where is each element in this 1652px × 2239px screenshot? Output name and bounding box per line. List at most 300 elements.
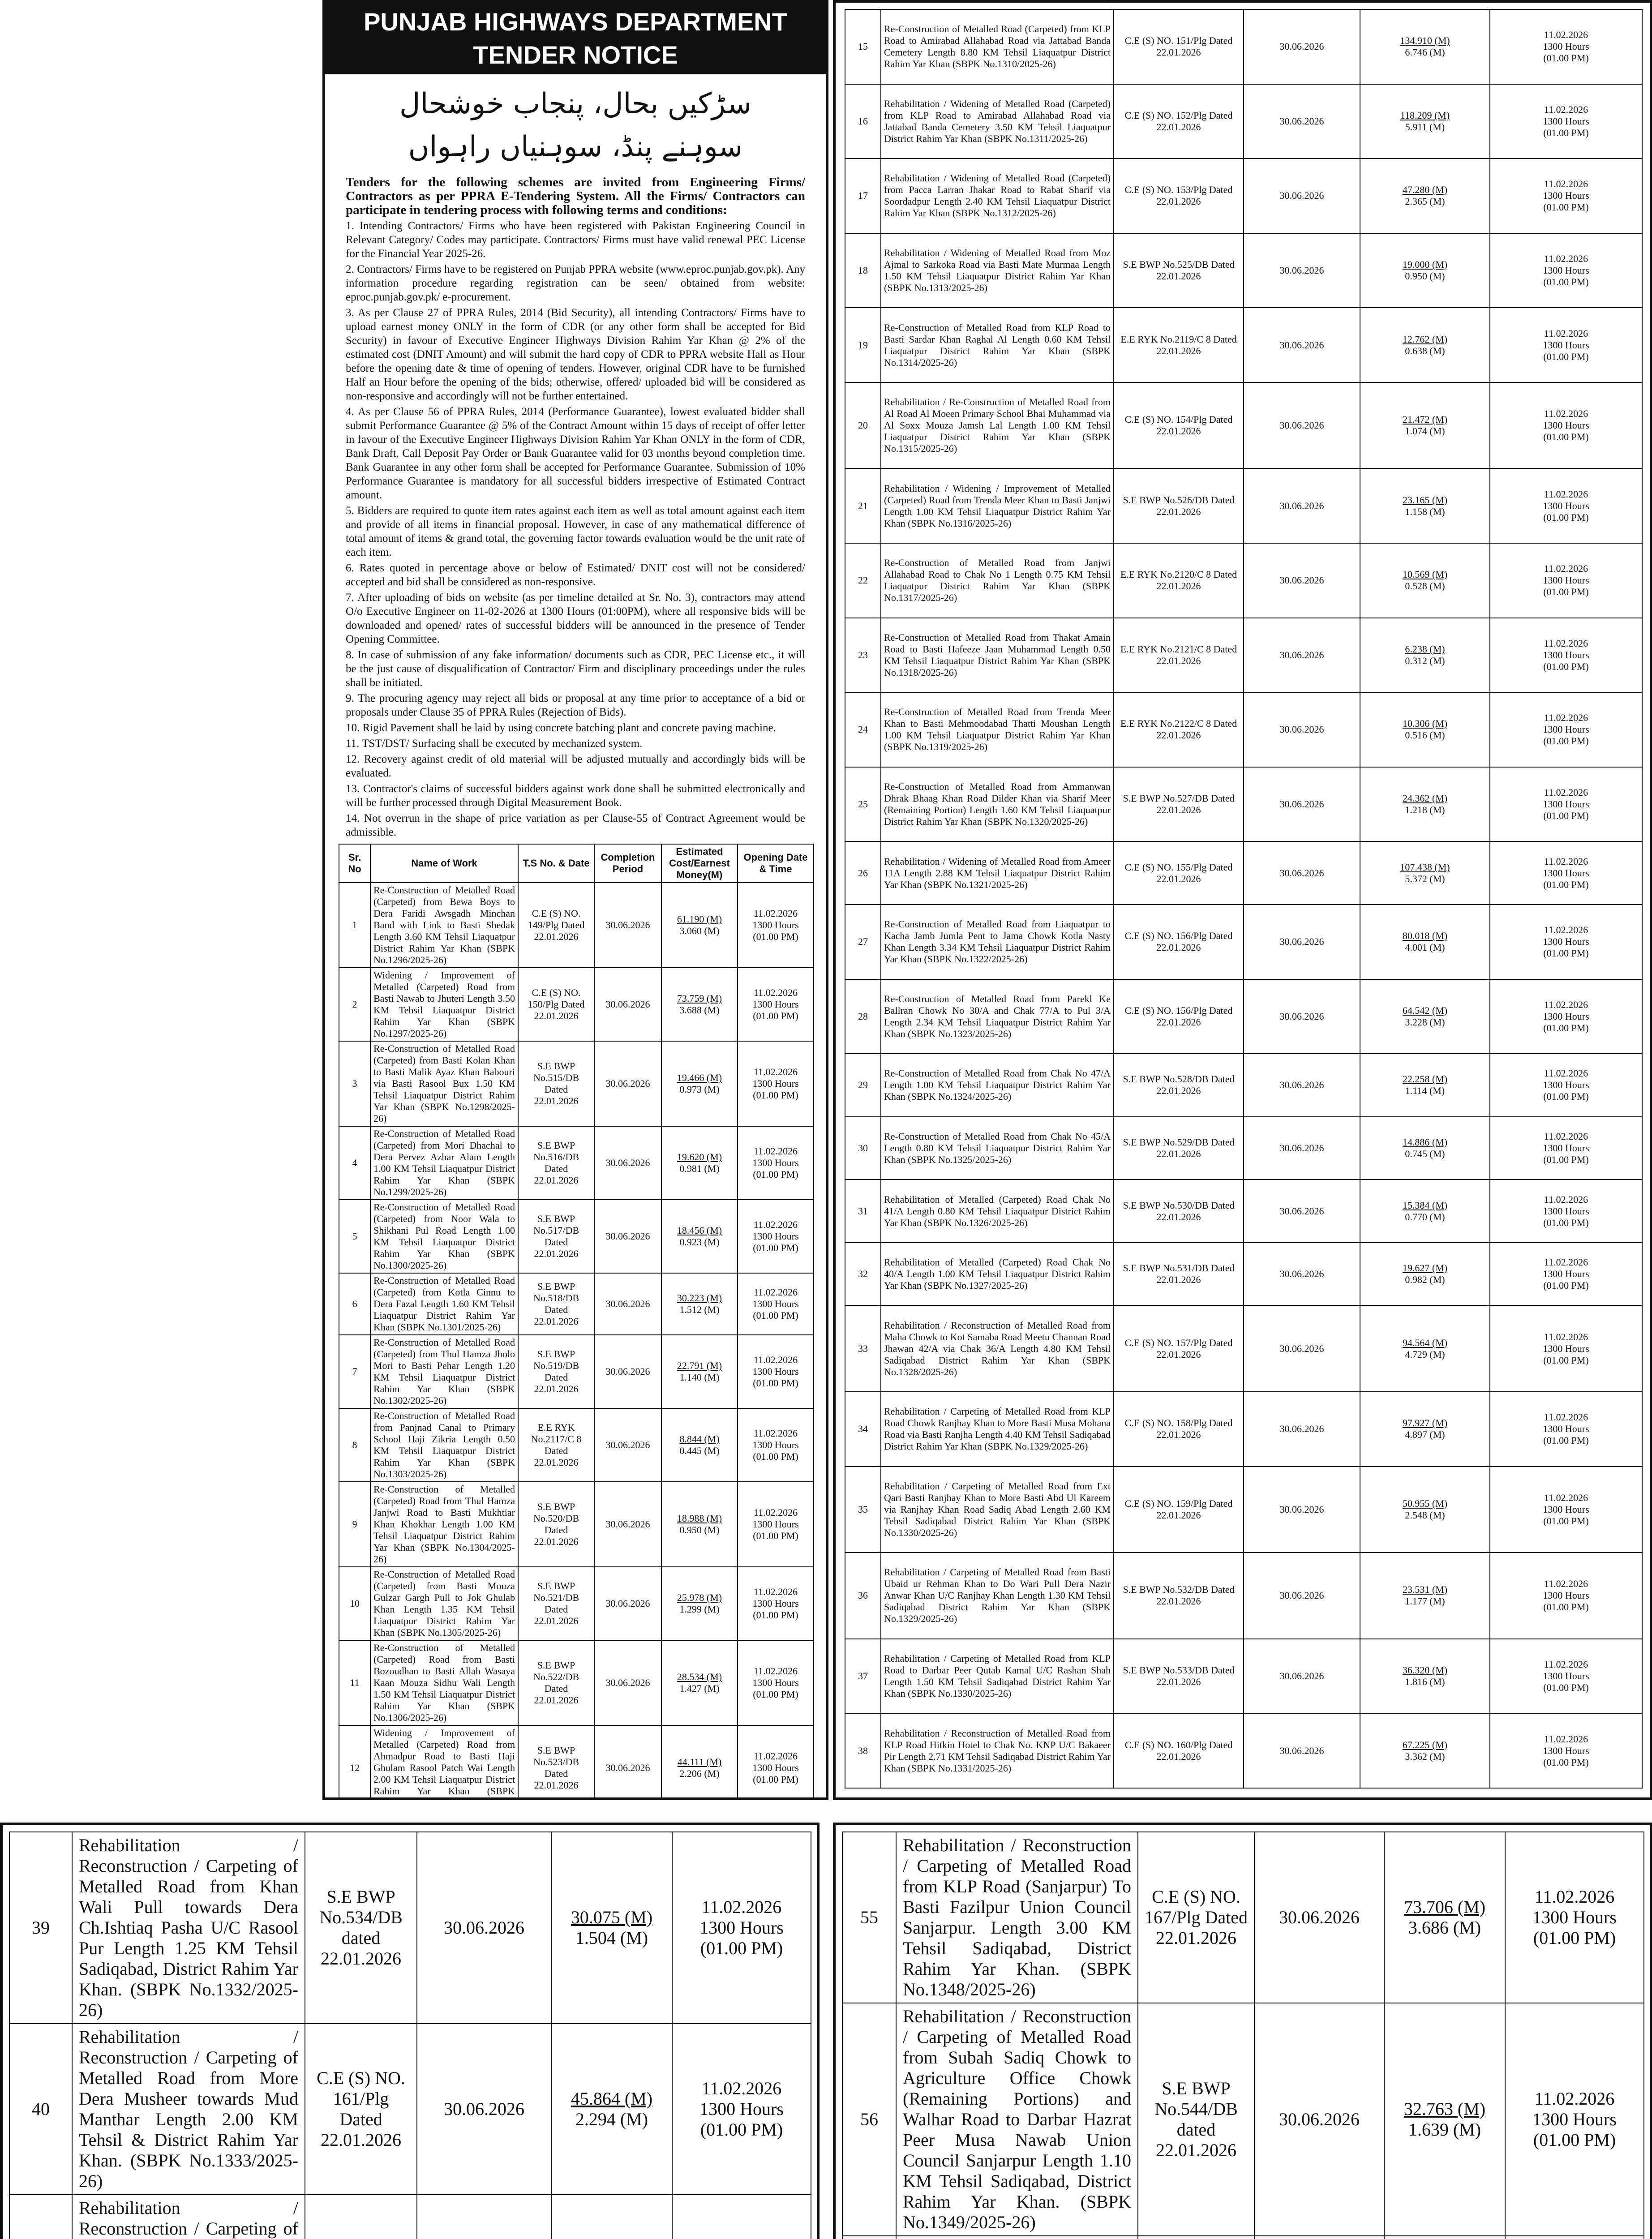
opening-hours: 1300 Hours <box>752 1078 799 1089</box>
earnest-money: 1.177 (M) <box>1405 1596 1445 1607</box>
row-ts-number: C.E (S) NO. 149/Plg Dated 22.01.2026 <box>518 883 594 968</box>
row-work-name: Re-Construction of Metalled Road from Trenda Meer Khan to Basti Mehmoodabad Thatti Moushan Length 1.00 KM Tehsil Liaquatpur District Rahim Yar Khan (SBPK No.1319/2025-26) <box>881 692 1114 767</box>
row-ts-number: S.E BWP No.522/DB Dated 22.01.2026 <box>518 1640 594 1725</box>
table-row <box>845 1467 1642 1553</box>
row-ts-number: S.E BWP No.529/DB Dated 22.01.2026 <box>1114 1117 1244 1180</box>
row-cost <box>1360 841 1490 905</box>
opening-hours: 1300 Hours <box>752 1366 799 1377</box>
row-work-name: Rehabilitation / Widening of Metalled Road (Carpeted) from KLP Road to Amirabad Allahabad Road via Jattabad Banda Cemetery 3.50 KM Tehsil Liaquatpur District Rahim Yar Khan (SBPK No.1311/2025-26) <box>881 84 1114 159</box>
row-sr: 22 <box>845 543 881 618</box>
opening-hours: 1300 Hours <box>699 1917 784 1938</box>
earnest-money: 0.923 (M) <box>679 1236 720 1248</box>
row-work-name: Rehabilitation / Reconstruction of Metalled Road from Maha Chowk to Kot Samaba Road Meetu Channan Road Jhawan 42/A via Chak 36/A Length 4.80 KM Tehsil Sadiqabad District Rahim Yar Khan (SBPK No.1328/2025-26) <box>881 1305 1114 1392</box>
row-sr: 37 <box>845 1639 881 1714</box>
row-work-name: Re-Construction of Metalled Road (Carpeted) from Thul Hamza Jholo Mori to Basti Pehar Length 1.20 KM Tehsil Liaquatpur District Rahim Yar Khan (SBPK No.1302/2025-26) <box>370 1335 518 1408</box>
opening-time: (01.00 PM) <box>1533 2130 1616 2150</box>
estimated-cost: 19.627 (M) <box>1402 1262 1448 1274</box>
estimated-cost: 18.988 (M) <box>677 1513 722 1524</box>
earnest-money: 0.528 (M) <box>1405 580 1445 592</box>
row-ts-number: S.E BWP No.531/DB Dated 22.01.2026 <box>1114 1243 1244 1306</box>
opening-date: 11.02.2026 <box>753 1665 798 1677</box>
table-row <box>842 1832 1644 2003</box>
table-row <box>339 1200 814 1273</box>
earnest-money: 0.770 (M) <box>1405 1211 1445 1222</box>
row-ts-number: S.E BWP No.519/DB Dated 22.01.2026 <box>518 1335 594 1408</box>
opening-date: 11.02.2026 <box>1544 103 1588 115</box>
table-row <box>339 1273 814 1335</box>
table-row <box>339 1408 814 1482</box>
row-sr: 40 <box>9 2024 72 2195</box>
table-row <box>339 883 814 968</box>
row-opening <box>738 1640 814 1725</box>
opening-time: (01.00 PM) <box>753 1451 798 1462</box>
row-ts-number: C.E (S) NO. 159/Plg Dated 22.01.2026 <box>1114 1467 1244 1553</box>
row-sr: 5 <box>339 1200 370 1273</box>
opening-hours: 1300 Hours <box>1543 1503 1589 1515</box>
row-cost <box>1384 1832 1505 2003</box>
table-row <box>845 233 1642 308</box>
row-completion: 30.06.2026 <box>594 1273 661 1335</box>
term-item: 11. TST/DST/ Surfacing shall be executed by mechanized system. <box>346 738 643 750</box>
row-completion: 30.06.2026 <box>1244 84 1360 159</box>
row-work-name: Rehabilitation / Widening of Metalled Road from Ameer 11A Length 2.88 KM Tehsil Liaquatpur District Rahim Yar Khan (SBPK No.1321/2025-26) <box>881 841 1114 905</box>
row-cost <box>661 1725 738 1800</box>
row-ts-number: S.E BWP No.533/DB Dated 22.01.2026 <box>1114 1639 1244 1714</box>
estimated-cost: 14.886 (M) <box>1402 1136 1448 1148</box>
opening-time: (01.00 PM) <box>1543 1154 1589 1165</box>
opening-time: (01.00 PM) <box>1543 511 1589 523</box>
terms-list <box>346 219 805 839</box>
row-ts-number: S.E BWP No.544/DB dated 22.01.2026 <box>1138 2003 1254 2236</box>
table-row <box>845 979 1642 1054</box>
row-opening <box>738 1482 814 1567</box>
row-sr: 11 <box>339 1640 370 1725</box>
opening-time: (01.00 PM) <box>753 931 798 942</box>
row-completion: 30.06.2026 <box>1244 905 1360 979</box>
table-row <box>845 905 1642 979</box>
row-sr: 32 <box>845 1243 881 1306</box>
estimated-cost: 10.306 (M) <box>1402 718 1448 729</box>
row-cost <box>1360 1467 1490 1553</box>
opening-hours: 1300 Hours <box>1543 1142 1589 1154</box>
estimated-cost: 30.075 (M) <box>571 1907 653 1927</box>
row-cost <box>551 2195 672 2239</box>
row-sr: 19 <box>845 308 881 382</box>
row-ts-number: S.E BWP No.526/DB Dated 22.01.2026 <box>1114 468 1244 543</box>
earnest-money: 0.745 (M) <box>1405 1148 1445 1159</box>
row-opening <box>1490 1392 1642 1467</box>
row-ts-number: S.E BWP No.532/DB Dated 22.01.2026 <box>1114 1553 1244 1639</box>
row-sr: 25 <box>845 767 881 842</box>
row-completion: 30.06.2026 <box>594 968 661 1041</box>
opening-date: 11.02.2026 <box>1544 855 1588 867</box>
row-ts-number: C.E (S) NO. 153/Plg Dated 22.01.2026 <box>1114 159 1244 233</box>
opening-date: 11.02.2026 <box>753 987 798 998</box>
opening-date: 11.02.2026 <box>701 2078 782 2098</box>
opening-time: (01.00 PM) <box>1543 1022 1589 1034</box>
opening-date: 11.02.2026 <box>1544 1257 1588 1268</box>
opening-date: 11.02.2026 <box>1544 563 1588 575</box>
opening-hours: 1300 Hours <box>752 1231 799 1242</box>
row-opening <box>1490 159 1642 233</box>
earnest-money: 0.638 (M) <box>1405 345 1445 356</box>
opening-date: 11.02.2026 <box>1544 488 1588 500</box>
earnest-money: 2.548 (M) <box>1405 1509 1445 1521</box>
row-ts-number: C.E (S) NO. 151/Plg Dated 22.01.2026 <box>1114 9 1244 84</box>
table-row <box>842 2003 1644 2236</box>
term-item: 2. Contractors/ Firms have to be registered on Punjab PPRA website (www.eproc.punjab.gov.pk). Any information procedure regarding registration can be seen/ obtained from website: eproc.punjab.gov.pk/ e-procurement. <box>346 263 805 303</box>
row-work-name: Rehabilitation / Carpeting of Metalled Road from Ext Qari Basti Ranjhay Khan to More Basti Abd Ul Kareem via Ranjhay Khan Road Sadiq Abad Length 2.60 KM Tehsil Sadiqabad District Rahim Yar Khan (SBPK No.1330/2025-26) <box>881 1467 1114 1553</box>
row-ts-number: C.E (S) NO. 150/Plg Dated 22.01.2026 <box>518 968 594 1041</box>
opening-time: (01.00 PM) <box>1543 1280 1589 1291</box>
opening-hours: 1300 Hours <box>752 1762 799 1773</box>
term-item: 14. Not overrun in the shape of price variation as per Clause-55 of Contract Agreement would be admissible. <box>346 812 805 838</box>
opening-date: 11.02.2026 <box>1544 29 1588 41</box>
row-completion: 30.06.2026 <box>1244 1467 1360 1553</box>
row-opening <box>1490 84 1642 159</box>
term-item: 4. As per Clause 56 of PPRA Rules, 2014 (Performance Guarantee), lowest evaluated bidder shall submit Performance Guarantee @ 5% of the Contract Amount within 15 days of receipt of offer letter in favour of the Executive Engineer Highways Division Rahim Yar Khan ONLY in the form of CDR, Bank Draft, Call Deposit Pay Order or Bank Guarantee valid for 03 months beyond completion time. Bank Guarantee in any other form shall be accepted for Performance Guarantee. Submission of 10% Performance Guarantee is mandatory for all successful bidders irrespective of Estimated Contract amount. <box>346 406 805 501</box>
row-sr: 27 <box>845 905 881 979</box>
estimated-cost: 118.209 (M) <box>1400 109 1450 121</box>
earnest-money: 3.060 (M) <box>679 925 720 936</box>
header-sr: Sr. No <box>339 844 370 883</box>
row-completion: 30.06.2026 <box>594 1126 661 1200</box>
term-item: 8. In case of submission of any fake information/ documents such as CDR, PEC License etc., it will be the just cause of disqualification of Contractor/ Firm and disciplinary proceedings under the rules shall be initiated. <box>346 649 805 689</box>
opening-date: 11.02.2026 <box>1544 1411 1588 1423</box>
table-row <box>845 543 1642 618</box>
opening-hours: 1300 Hours <box>1543 724 1589 735</box>
row-opening <box>1490 905 1642 979</box>
row-opening <box>738 883 814 968</box>
estimated-cost: 28.534 (M) <box>677 1671 722 1682</box>
opening-time: (01.00 PM) <box>1543 1217 1589 1228</box>
opening-date: 11.02.2026 <box>1544 637 1588 649</box>
row-opening <box>738 1335 814 1408</box>
row-ts-number: S.E BWP No.517/DB Dated 22.01.2026 <box>518 1200 594 1273</box>
row-completion: 30.06.2026 <box>1244 692 1360 767</box>
row-sr: 26 <box>845 841 881 905</box>
earnest-money: 1.427 (M) <box>679 1683 720 1694</box>
row-sr: 36 <box>845 1553 881 1639</box>
row-sr <box>9 2195 72 2239</box>
row-opening <box>738 1408 814 1482</box>
row-sr: 17 <box>845 159 881 233</box>
opening-hours: 1300 Hours <box>1543 867 1589 879</box>
estimated-cost: 8.844 (M) <box>679 1433 720 1445</box>
row-cost <box>1360 979 1490 1054</box>
row-cost <box>1360 905 1490 979</box>
opening-time: (01.00 PM) <box>1543 879 1589 890</box>
row-ts-number: E.E RYK No.2117/C 8 Dated 22.01.2026 <box>518 1408 594 1482</box>
table-row <box>339 1041 814 1126</box>
row-opening <box>1505 1832 1644 2003</box>
row-opening <box>738 1126 814 1200</box>
table-row <box>845 1639 1642 1714</box>
works-table <box>842 1832 1644 2239</box>
opening-hours: 1300 Hours <box>752 1518 799 1530</box>
earnest-money: 2.206 (M) <box>679 1768 720 1779</box>
row-ts-number: E.E RYK No.2122/C 8 Dated 22.01.2026 <box>1114 692 1244 767</box>
row-opening <box>1490 233 1642 308</box>
row-sr: 4 <box>339 1126 370 1200</box>
earnest-money: 1.158 (M) <box>1405 506 1445 517</box>
row-work-name: Re-Construction of Metalled Road (Carpeted) from Kotla Cinnu to Dera Fazal Length 1.60 KM Tehsil Liaquatpur District Rahim Yar Khan (SBPK No.1301/2025-26) <box>370 1273 518 1335</box>
row-completion: 30.06.2026 <box>1244 841 1360 905</box>
row-cost <box>1360 618 1490 693</box>
row-completion: 30.06.2026 <box>1244 1180 1360 1243</box>
opening-time: (01.00 PM) <box>753 1169 798 1180</box>
opening-time: (01.00 PM) <box>1543 1354 1589 1366</box>
opening-time: (01.00 PM) <box>753 1089 798 1101</box>
opening-date: 11.02.2026 <box>1544 712 1588 724</box>
table-row <box>845 468 1642 543</box>
opening-date: 11.02.2026 <box>753 1507 798 1518</box>
row-work-name: Re-Construction of Metalled Road (Carpeted) from Basti Mouza Gulzar Gargh Pull to Jok Ghulab Khan Length 1.35 KM Tehsil Liaquatpur District Rahim Yar Khan (SBPK No.1305/2025-26) <box>370 1567 518 1640</box>
earnest-money: 3.688 (M) <box>679 1004 720 1016</box>
table-row <box>339 1567 814 1640</box>
row-work-name: Rehabilitation / Reconstruction / Carpeting of Metalled Road from Subah Sadiq Chowk to Agriculture Office Chowk (Remaining Portions) and Walhar Road to Darbar Hazrat Peer Musa Nawab Union Council Sanjarpur Length 1.10 KM Tehsil Sadiqabad, District Rahim Yar Khan. (SBPK No.1349/2025-26) <box>896 2003 1138 2236</box>
opening-time: (01.00 PM) <box>1543 1515 1589 1527</box>
row-work-name: Rehabilitation / Re-Construction of Metalled Road from Al Road Al Moeen Primary School Bhai Muhammad via Al Soxx Mouza Jamsh Lal Length 1.00 KM Tehsil Liaquatpur District Rahim Yar Khan (SBPK No.1315/2025-26) <box>881 382 1114 469</box>
opening-hours: 1300 Hours <box>1543 1010 1589 1022</box>
earnest-money: 4.729 (M) <box>1405 1348 1445 1360</box>
term-item: 13. Contractor's claims of successful bidders against work done shall be submitted electronically and will be further processed through Digital Measurement Book. <box>346 783 805 809</box>
earnest-money: 3.228 (M) <box>1405 1016 1445 1028</box>
row-sr: 3 <box>339 1041 370 1126</box>
opening-hours: 1300 Hours <box>1543 41 1589 52</box>
opening-time: (01.00 PM) <box>1543 202 1589 213</box>
opening-date: 11.02.2026 <box>753 1428 798 1439</box>
opening-time: (01.00 PM) <box>1543 948 1589 959</box>
row-work-name: Re-Construction of Metalled Road (Carpeted) from Mori Dhachal to Dera Pervez Azhar Alam Length 1.00 KM Tehsil Liaquatpur District Rahim Yar Khan (SBPK No.1299/2025-26) <box>370 1126 518 1200</box>
opening-time: (01.00 PM) <box>1543 810 1589 822</box>
row-cost <box>661 1640 738 1725</box>
estimated-cost: 19.466 (M) <box>677 1072 722 1083</box>
row-ts-number: E.E RYK No.2119/C 8 Dated 22.01.2026 <box>1114 308 1244 382</box>
row-opening <box>1490 1180 1642 1243</box>
table-row <box>845 1117 1642 1180</box>
table-row <box>845 1054 1642 1117</box>
earnest-money: 1.074 (M) <box>1405 425 1445 437</box>
row-work-name: Widening / Improvement of Metalled (Carpeted) Road from Ahmadpur Road to Basti Haji Ghulam Rasool Patch Wai Length 2.00 KM Tehsil Liaquatpur District Rahim Yar Khan (SBPK <box>370 1725 518 1800</box>
works-table <box>845 9 1643 1789</box>
earnest-money: 1.816 (M) <box>1405 1676 1445 1687</box>
row-work-name: Rehabilitation / Reconstruction / Carpeting of Metalled Road from Khan Wali Pull towards Dera Ch.Ishtiaq Pasha U/C Rasool Pur Length 1.25 KM Tehsil Sadiqabad, District Rahim Yar Khan. (SBPK No.1332/2025-26) <box>72 1832 305 2024</box>
row-sr: 23 <box>845 618 881 693</box>
opening-hours: 1300 Hours <box>752 1157 799 1168</box>
row-opening <box>738 1273 814 1335</box>
row-completion: 30.06.2026 <box>1244 468 1360 543</box>
header-opening: Opening Date & Time <box>738 844 814 883</box>
opening-date: 11.02.2026 <box>753 1750 798 1762</box>
opening-time: (01.00 PM) <box>1543 1601 1589 1613</box>
opening-date: 11.02.2026 <box>753 1287 798 1298</box>
row-completion: 30.06.2026 <box>1244 1243 1360 1306</box>
estimated-cost: 15.384 (M) <box>1402 1199 1448 1211</box>
opening-hours: 1300 Hours <box>1543 190 1589 202</box>
estimated-cost: 80.018 (M) <box>1402 930 1448 942</box>
row-completion: 30.06.2026 <box>594 1640 661 1725</box>
row-cost <box>1360 1054 1490 1117</box>
opening-date: 11.02.2026 <box>753 1219 798 1230</box>
row-ts-number <box>1138 2236 1254 2239</box>
table-row <box>845 1305 1642 1392</box>
header-period: Completion Period <box>594 844 661 883</box>
terms-lead: Tenders for the following schemes are invited from Engineering Firms/ Contractors as per PPRA E-Tendering System. All the Firms/ Contractors can participate in tendering process with following terms and conditions: <box>346 175 805 217</box>
row-sr: 30 <box>845 1117 881 1180</box>
opening-time: (01.00 PM) <box>1543 351 1589 362</box>
row-completion: 30.06.2026 <box>1244 1713 1360 1788</box>
term-item: 12. Recovery against credit of old material will be adjusted mutually and accordingly bids will be evaluated. <box>346 753 805 779</box>
row-sr: 10 <box>339 1567 370 1640</box>
table-row <box>845 159 1642 233</box>
row-opening <box>738 1200 814 1273</box>
row-sr: 31 <box>845 1180 881 1243</box>
opening-hours: 1300 Hours <box>1543 936 1589 948</box>
row-opening <box>1490 767 1642 842</box>
row-cost <box>661 883 738 968</box>
row-cost <box>661 1200 738 1273</box>
estimated-cost: 23.531 (M) <box>1402 1584 1448 1596</box>
opening-hours: 1300 Hours <box>1543 1423 1589 1435</box>
row-opening <box>1490 692 1642 767</box>
row-opening <box>1490 468 1642 543</box>
opening-date: 11.02.2026 <box>1544 1193 1588 1205</box>
opening-hours: 1300 Hours <box>1543 798 1589 810</box>
opening-time: (01.00 PM) <box>753 1530 798 1541</box>
opening-date: 11.02.2026 <box>1544 1331 1588 1343</box>
table-row <box>339 1725 814 1800</box>
opening-hours: 1300 Hours <box>1543 575 1589 586</box>
earnest-money: 1.512 (M) <box>679 1304 720 1315</box>
table-row <box>845 1392 1642 1467</box>
row-completion: 30.06.2026 <box>417 2024 551 2195</box>
table-row <box>9 1832 811 2024</box>
row-opening <box>1490 1054 1642 1117</box>
row-opening <box>1490 1305 1642 1392</box>
row-work-name: Widening / Improvement of Metalled (Carpeted) Road from Basti Nawab to Jhuteri Length 3.50 KM Tehsil Liaquatpur District Rahim Yar Khan (SBPK No.1297/2025-26) <box>370 968 518 1041</box>
row-ts-number: S.E BWP No.530/DB Dated 22.01.2026 <box>1114 1180 1244 1243</box>
opening-time: (01.00 PM) <box>1543 52 1589 64</box>
row-sr: 18 <box>845 233 881 308</box>
tender-notice-panel-4 <box>833 1823 1652 2239</box>
opening-time: (01.00 PM) <box>1543 1091 1589 1102</box>
table-row <box>845 9 1642 84</box>
tender-notice-panel-1 <box>322 0 828 1800</box>
table-row <box>845 841 1642 905</box>
row-completion: 30.06.2026 <box>1244 1054 1360 1117</box>
row-work-name: Re-Construction of Metalled Road from Chak No 47/A Length 1.00 KM Tehsil Liaquatpur District Rahim Yar Khan (SBPK No.1324/2025-26) <box>881 1054 1114 1117</box>
estimated-cost: 24.362 (M) <box>1402 793 1448 804</box>
row-work-name: Re-Construction of Metalled Road from Chak No 45/A Length 0.80 KM Tehsil Liaquatpur District Rahim Yar Khan (SBPK No.1325/2025-26) <box>881 1117 1114 1180</box>
estimated-cost: 73.706 (M) <box>1403 1897 1486 1917</box>
row-completion: 30.06.2026 <box>594 1725 661 1800</box>
opening-hours: 1300 Hours <box>752 1439 799 1450</box>
row-work-name: Rehabilitation / Reconstruction / Carpeting of Metalled Road from KLP Road (Sanjarpur) To Basti Fazilpur Union Council Sanjarpur. Length 3.00 KM Tehsil Sadiqabad, District Rahim Yar Khan. (SBPK No.1348/2025-26) <box>896 1832 1138 2003</box>
estimated-cost: 21.472 (M) <box>1402 414 1448 425</box>
row-ts-number: S.E BWP No.518/DB Dated 22.01.2026 <box>518 1273 594 1335</box>
row-completion: 30.06.2026 <box>417 1832 551 2024</box>
row-completion: 30.06.2026 <box>1244 1392 1360 1467</box>
estimated-cost: 22.791 (M) <box>677 1360 722 1371</box>
row-work-name: Re-Construction of Metalled Road (Carpeted) from Basti Kolan Khan to Basti Malik Ayaz Khan Babouri via Basti Rasool Bux 1.50 KM Tehsil Liaquatpur District Rahim Yar Khan (SBPK No.1298/2025-26) <box>370 1041 518 1126</box>
estimated-cost: 18.456 (M) <box>677 1225 722 1236</box>
opening-date: 11.02.2026 <box>1534 1887 1615 1907</box>
opening-hours: 1300 Hours <box>1543 1343 1589 1354</box>
terms-section <box>325 170 826 839</box>
opening-time: (01.00 PM) <box>1533 1928 1616 1948</box>
row-work-name: Re-Construction of Metalled Road from Liaquatpur to Kacha Jamb Jumla Pent to Jama Chowk Kotla Nasty Khan Length 3.34 KM Tehsil Liaquatpur District Rahim Yar Khan (SBPK No.1322/2025-26) <box>881 905 1114 979</box>
term-item: 9. The procuring agency may reject all bids or proposal at any time prior to acceptance of a bid or proposals under Clause 35 of PPRA Rules (Rejection of Bids). <box>346 692 805 718</box>
row-work-name: Re-Construction of Metalled (Carpeted) Road from Basti Bozoudhan to Basti Allah Wasaya Kaan Mouza Sidhu Wali Length 1.50 KM Tehsil Liaquatpur District Rahim Yar Khan (SBPK No.1306/2025-26) <box>370 1640 518 1725</box>
row-opening <box>672 2195 811 2239</box>
opening-time: (01.00 PM) <box>1543 1756 1589 1768</box>
row-sr: 20 <box>845 382 881 469</box>
row-work-name: Rehabilitation / Widening of Metalled Road (Carpeted) from Pacca Larran Jhakar Road to Rabat Sharif via Soordadpur Length 2.40 KM Tehsil Liaquatpur District Rahim Yar Khan (SBPK No.1312/2025-26) <box>881 159 1114 233</box>
estimated-cost: 19.620 (M) <box>677 1151 722 1162</box>
row-completion: 30.06.2026 <box>1244 543 1360 618</box>
row-sr: 56 <box>842 2003 896 2236</box>
row-sr: 21 <box>845 468 881 543</box>
row-work-name <box>896 2236 1138 2239</box>
row-work-name: Rehabilitation / Widening / Improvement of Metalled (Carpeted) Road from Trenda Meer Khan to Basti Janjwi Length 1.00 KM Tehsil Liaquatpur District Rahim Yar Khan (SBPK No.1316/2025-26) <box>881 468 1114 543</box>
opening-date: 11.02.2026 <box>1544 1659 1588 1670</box>
row-cost <box>661 1126 738 1200</box>
row-ts-number <box>305 2195 417 2239</box>
term-item: 3. As per Clause 27 of PPRA Rules, 2014 (Bid Security), all intending Contractors/ Firms have to upload earnest money ONLY in the form of CDR (or any other form shall be accepted for Bid Security) in favour of Executive Engineer Highways Division Rahim Yar Khan @ 2% of the estimated cost (DNIT Amount) and will submit the hard copy of CDR to PPRA website Hall as Hour before the opening date & time of opening of tenders. However, original CDR have to be furnished Half an Hour before the opening of the bids; otherwise, offered/ uploaded bid will be considered as non-responsive and accordingly will not be further entertained. <box>346 307 805 402</box>
earnest-money: 1.114 (M) <box>1405 1085 1445 1097</box>
table-row <box>845 618 1642 693</box>
row-ts-number: C.E (S) NO. 157/Plg Dated 22.01.2026 <box>1114 1305 1244 1392</box>
opening-time: (01.00 PM) <box>1543 735 1589 747</box>
earnest-money: 1.504 (M) <box>575 1928 648 1948</box>
row-sr: 34 <box>845 1392 881 1467</box>
estimated-cost: 12.762 (M) <box>1402 333 1448 345</box>
row-opening <box>1490 1553 1642 1639</box>
earnest-money: 1.299 (M) <box>679 1604 720 1615</box>
row-work-name: Rehabilitation / Reconstruction / Carpeting of Metalled Road from More Dera Musheer towards Mud Manthar Length 2.00 KM Tehsil & District Rahim Yar Khan. (SBPK No.1333/2025-26) <box>72 2024 305 2195</box>
row-sr: 39 <box>9 1832 72 2024</box>
row-sr: 8 <box>339 1408 370 1482</box>
opening-time: (01.00 PM) <box>753 1010 798 1021</box>
opening-time: (01.00 PM) <box>1543 1682 1589 1693</box>
earnest-money: 1.140 (M) <box>679 1372 720 1383</box>
row-completion: 30.06.2026 <box>1244 233 1360 308</box>
row-opening <box>738 1041 814 1126</box>
row-ts-number: S.E BWP No.516/DB Dated 22.01.2026 <box>518 1126 594 1200</box>
works-table <box>9 1832 811 2239</box>
row-ts-number: S.E BWP No.521/DB Dated 22.01.2026 <box>518 1567 594 1640</box>
row-opening <box>1490 308 1642 382</box>
earnest-money: 3.362 (M) <box>1405 1750 1445 1762</box>
table-row <box>9 2195 811 2239</box>
estimated-cost: 6.238 (M) <box>1405 643 1445 655</box>
estimated-cost: 30.223 (M) <box>677 1292 722 1304</box>
earnest-money: 3.686 (M) <box>1408 1917 1481 1938</box>
table-row <box>339 1126 814 1200</box>
estimated-cost: 10.569 (M) <box>1402 569 1448 580</box>
row-completion <box>1254 2236 1384 2239</box>
opening-date: 11.02.2026 <box>1544 787 1588 798</box>
row-opening <box>1505 2236 1644 2239</box>
row-cost <box>1360 1180 1490 1243</box>
estimated-cost: 61.190 (M) <box>677 914 722 925</box>
row-work-name: Re-Construction of Metalled Road (Carpeted) from Noor Wala to Shikhani Pul Road Length 1.00 KM Tehsil Liaquatpur District Rahim Yar Khan (SBPK No.1300/2025-26) <box>370 1200 518 1273</box>
row-work-name: Re-Construction of Metalled Road from Parekl Ke Ballran Chowk No 30/A and Chak 77/A to Pul 3/A Length 2.34 KM Tehsil Liaquatpur District Rahim Yar Khan (SBPK No.1323/2025-26) <box>881 979 1114 1054</box>
table-row <box>9 2024 811 2195</box>
opening-time: (01.00 PM) <box>700 2119 783 2140</box>
row-opening <box>1490 841 1642 905</box>
